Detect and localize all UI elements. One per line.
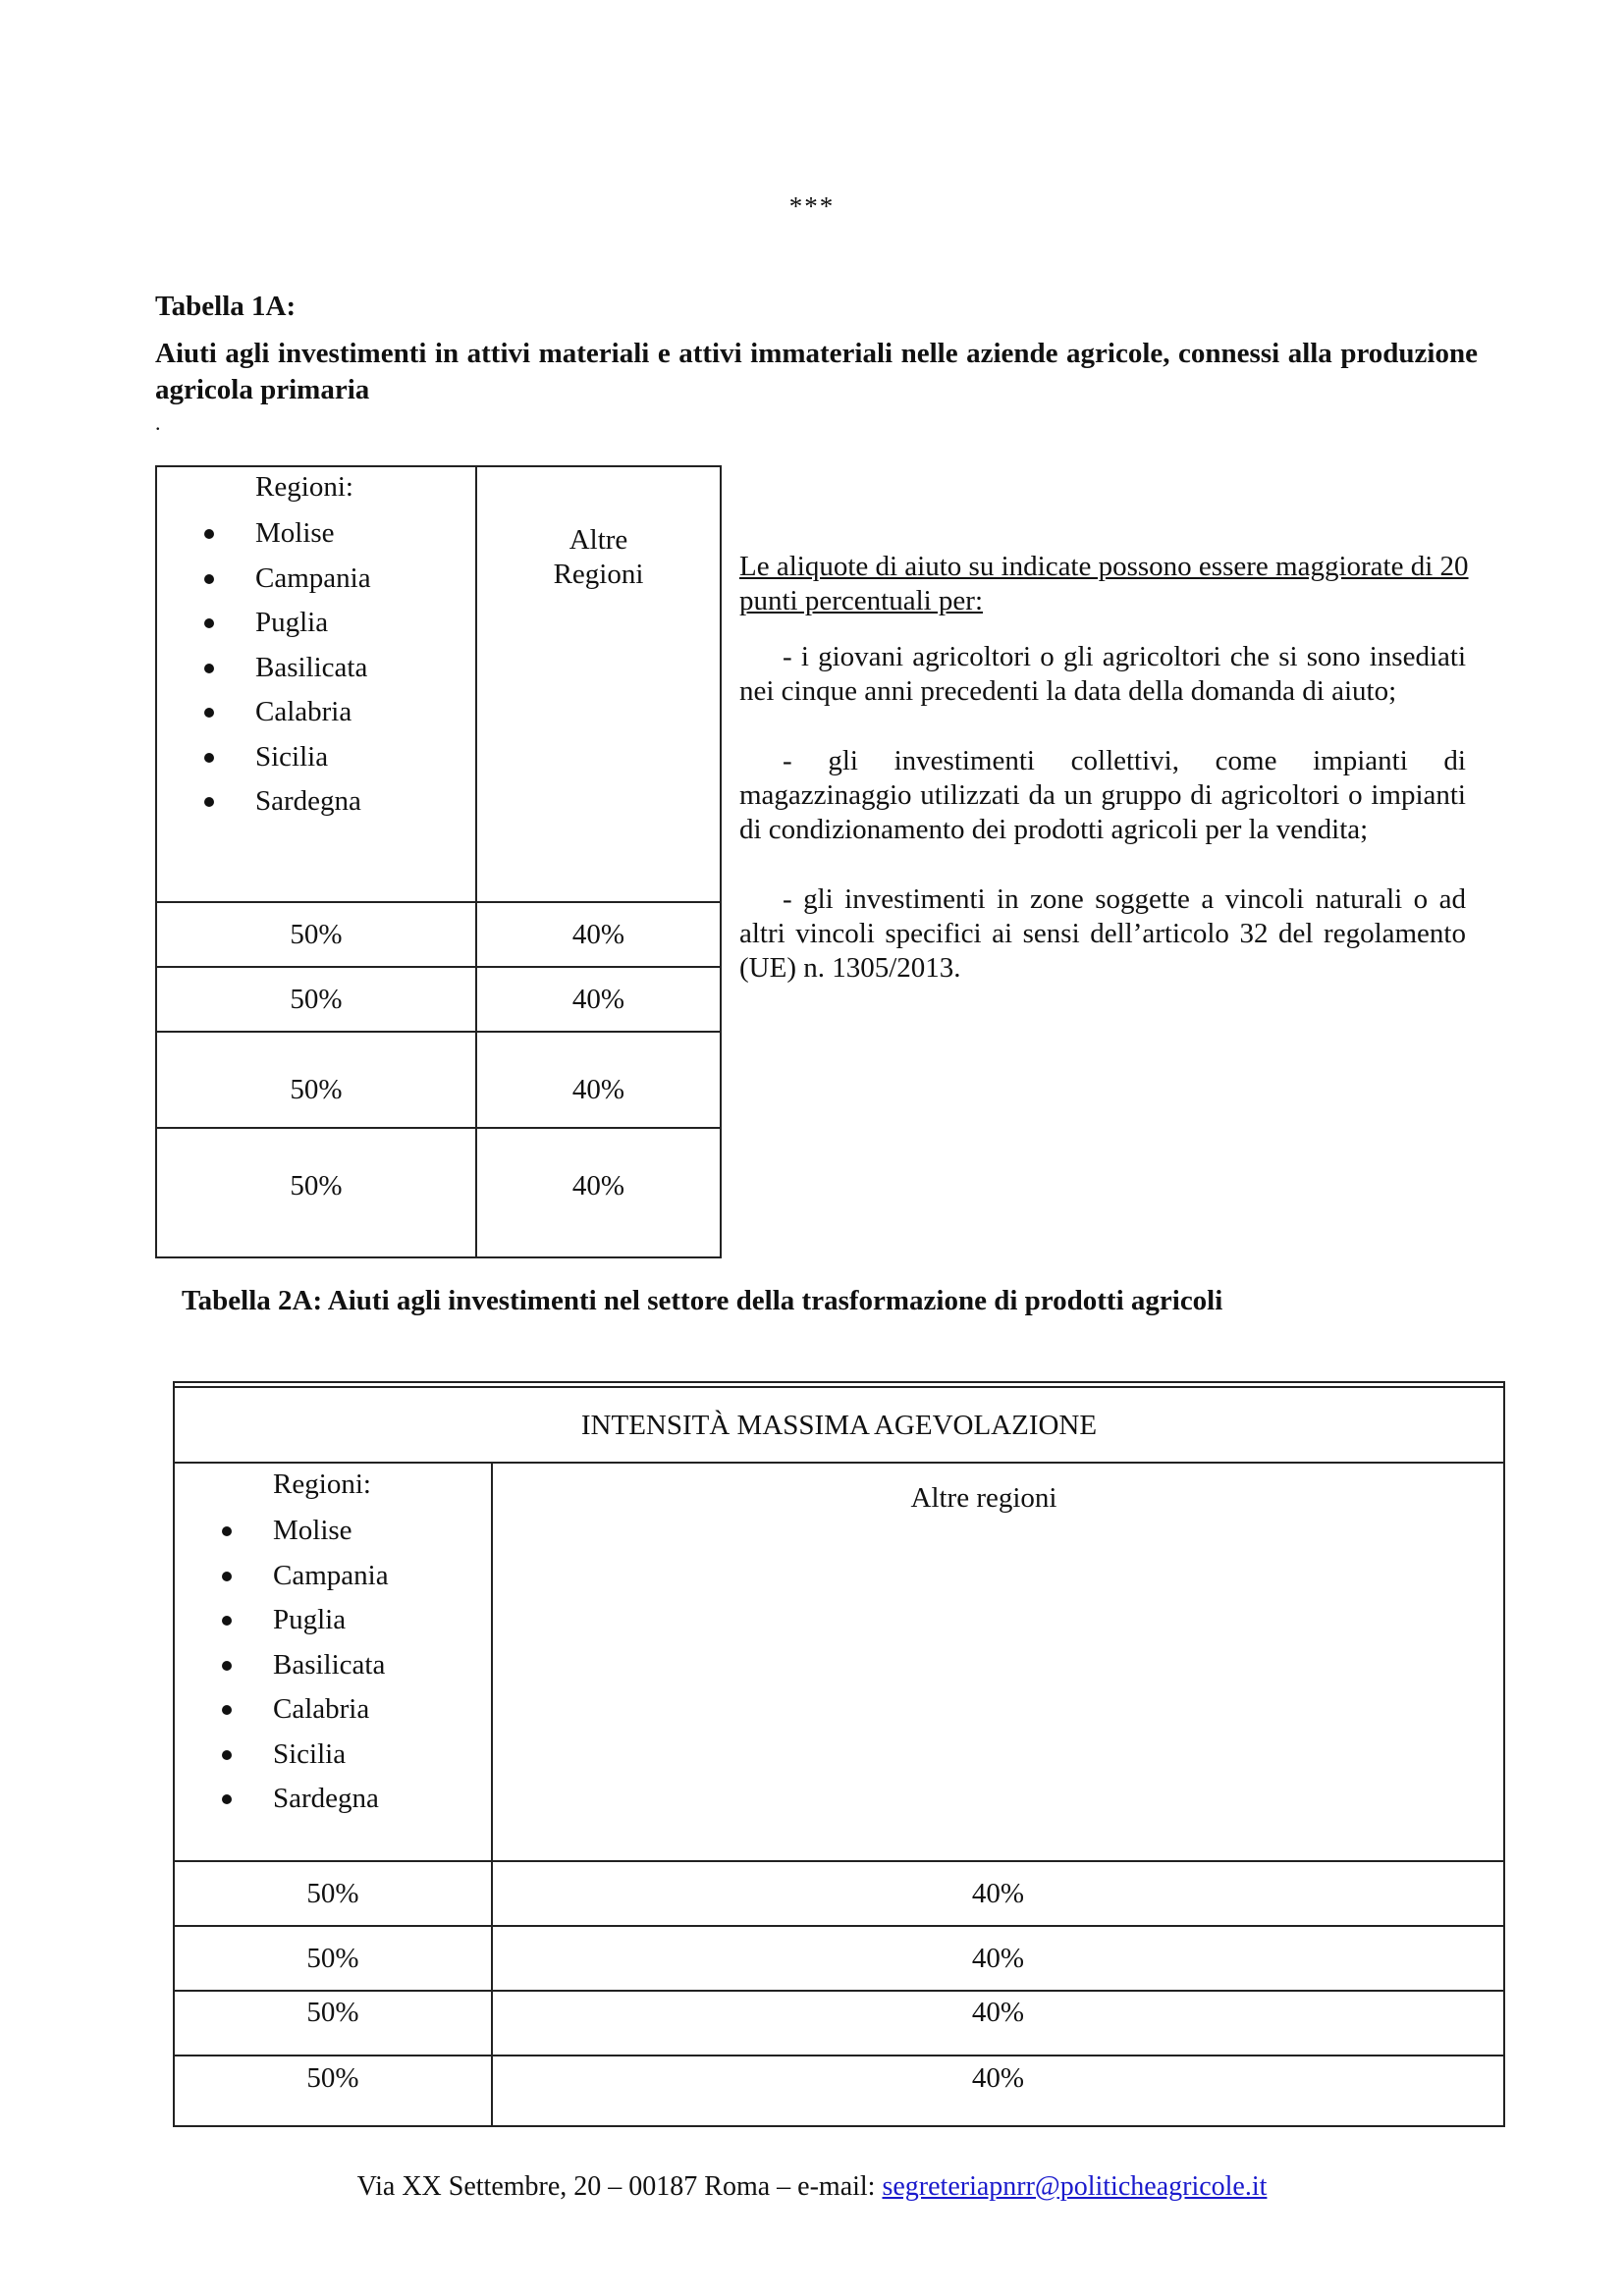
table1-col1-header: Regioni: [255,471,353,503]
list-item: Basilicata [222,1643,389,1688]
table2-cell-south: 50% [306,1943,359,1974]
list-item: Campania [222,1554,389,1599]
list-item: Sicilia [222,1733,389,1778]
table1-cell-south: 50% [290,1170,343,1201]
note-item: - gli investimenti collettivi, come impianti di magazzinaggio utilizzati da un gruppo di agricoltori o impianti di condizionamento dei prodotti agricoli per la vendita; [739,745,1466,845]
table2-cell-south: 50% [306,2062,359,2094]
list-item: Calabria [222,1687,389,1733]
list-item: Puglia [204,601,371,646]
list-item: Molise [204,511,371,557]
footer-address: Via XX Settembre, 20 – 00187 Roma – e-mail: [356,2171,883,2202]
table2-cell-other: 40% [971,2062,1025,2094]
list-item: Sardegna [222,1777,389,1822]
table1-title: Tabella 1A: [155,291,297,322]
table2-col2-header: Altre regioni [910,1482,1057,1514]
footer [0,2171,1624,2203]
table2-cell-other: 40% [971,1878,1025,1909]
list-item: Sicilia [204,735,371,780]
table1-col2-header-line1: Altre [568,524,628,556]
note-item: - i giovani agricoltori o gli agricoltori che si sono insediati nei cinque anni precedenti la data della domanda di aiuto; [739,641,1466,707]
table2-cell-south: 50% [306,1878,359,1909]
note-item: - gli investimenti in zone soggette a vincoli naturali o ad altri vincoli specifici ai sensi dell’articolo 32 del regolamento (UE) n. 1305/2013. [739,883,1466,984]
list-item: Puglia [222,1598,389,1643]
list-item: Sardegna [204,779,371,825]
list-item: Campania [204,557,371,602]
table2-regions-list [222,1509,389,1822]
table2-header: INTENSITÀ MASSIMA AGEVOLAZIONE [580,1410,1098,1441]
table1-cell-south: 50% [290,919,343,950]
note-intro: Le aliquote di aiuto su indicate possono essere maggiorate di 20 punti percentuali per: [739,551,1469,616]
table1-col2-header-line2: Regioni [553,559,644,590]
table2-cell-other: 40% [971,1943,1025,1974]
table1-subtitle: Aiuti agli investimenti in attivi materiali e attivi immateriali nelle aziende agricole, connessi alla produzione agricola primaria [155,338,1478,405]
footer-email-link[interactable]: segreteriapnrr@politicheagricole.it [882,2171,1268,2202]
table1-cell-other: 40% [571,984,625,1015]
table1-dot: . [155,410,161,435]
list-item: Molise [222,1509,389,1554]
table1-cell-other: 40% [571,1074,625,1105]
list-item: Basilicata [204,646,371,691]
table1-cell-south: 50% [290,1074,343,1105]
table2-title: Tabella 2A: Aiuti agli investimenti nel settore della trasformazione di prodotti agricoli [182,1285,1223,1316]
table1-cell-south: 50% [290,984,343,1015]
table2-col1-header: Regioni: [273,1468,371,1500]
list-item: Calabria [204,690,371,735]
table1-cell-other: 40% [571,1170,625,1201]
table2-cell-south: 50% [306,1997,359,2028]
table1-regions-list [204,511,371,825]
separator: *** [788,191,836,221]
table1-cell-other: 40% [571,919,625,950]
table2-cell-other: 40% [971,1997,1025,2028]
